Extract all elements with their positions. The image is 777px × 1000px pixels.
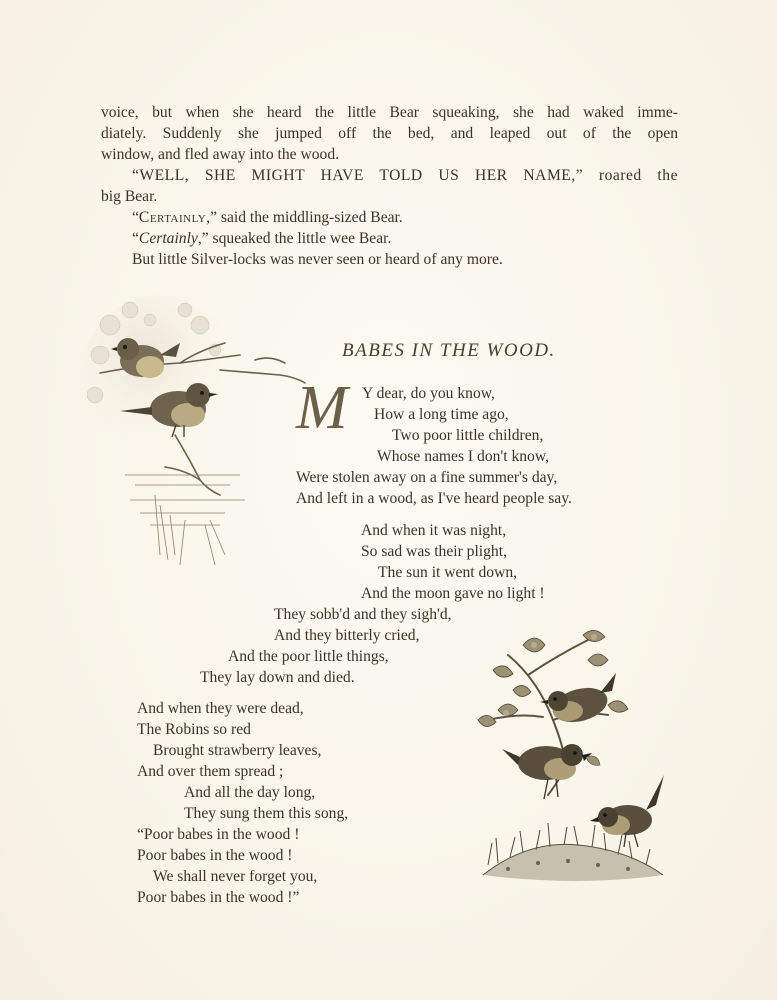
prose-text: ,” squeaked the little wee Bear.: [197, 230, 392, 247]
poem-line: And the poor little things,: [228, 648, 389, 665]
prose-line: But little Silver-locks was never seen or heard of any more.: [132, 251, 503, 268]
prose-line: “WELL, SHE MIGHT HAVE TOLD US HER NAME,” roared the: [132, 167, 678, 184]
prose-section: [101, 102, 678, 270]
prose-line: voice, but when she heard the little Bear squeaking, she had waked imme-: [101, 104, 678, 121]
poem-line: Were stolen away on a fine summer's day,: [296, 469, 558, 486]
robins-on-branch-illustration: [80, 285, 310, 575]
prose-text: ,” said the middling-sized Bear.: [206, 209, 403, 226]
poem-line: Whose names I don't know,: [377, 448, 549, 465]
poem-line: How a long time ago,: [374, 406, 509, 423]
poem-line: Brought strawberry leaves,: [153, 742, 322, 759]
poem-line: And all the day long,: [184, 784, 316, 801]
certainly-italic: Certainly: [138, 230, 198, 247]
prose-line: [101, 207, 678, 228]
poem-line: And over them spread ;: [137, 763, 284, 780]
poem-line: And when it was night,: [361, 522, 507, 539]
prose-line: [101, 228, 678, 249]
poem-line: “Poor babes in the wood !: [137, 826, 300, 843]
poem-line: And they bitterly cried,: [274, 627, 420, 644]
prose-line: big Bear.: [101, 188, 158, 205]
poem-line: Poor babes in the wood !: [137, 847, 293, 864]
poem-line: So sad was their plight,: [361, 543, 507, 560]
drop-cap: M: [296, 374, 348, 442]
robins-with-strawberry-leaves-illustration: [468, 625, 673, 905]
quote-open: “: [132, 230, 139, 247]
poem-line: And left in a wood, as I've heard people say.: [296, 490, 572, 507]
poem-line: Y dear, do you know,: [362, 385, 495, 402]
poem-line: They sobb'd and they sigh'd,: [274, 606, 452, 623]
poem-line: Two poor little children,: [392, 427, 544, 444]
quote-open: “: [132, 209, 139, 226]
prose-line: window, and fled away into the wood.: [101, 146, 340, 163]
poem-line: They lay down and died.: [200, 669, 355, 686]
poem-line: They sung them this song,: [184, 805, 349, 822]
poem-line: And the moon gave no light !: [361, 585, 545, 602]
prose-line: diately. Suddenly she jumped off the bed, and leaped out of the open: [101, 125, 678, 142]
poem-line: The sun it went down,: [378, 564, 518, 581]
poem-line: We shall never forget you,: [153, 868, 318, 885]
poem-title: BABES IN THE WOOD.: [342, 340, 556, 361]
certainly-smallcaps: Certainly: [138, 209, 207, 226]
poem-line: The Robins so red: [137, 721, 251, 738]
poem-line: Poor babes in the wood !”: [137, 889, 300, 906]
poem-line: And when they were dead,: [137, 700, 304, 717]
